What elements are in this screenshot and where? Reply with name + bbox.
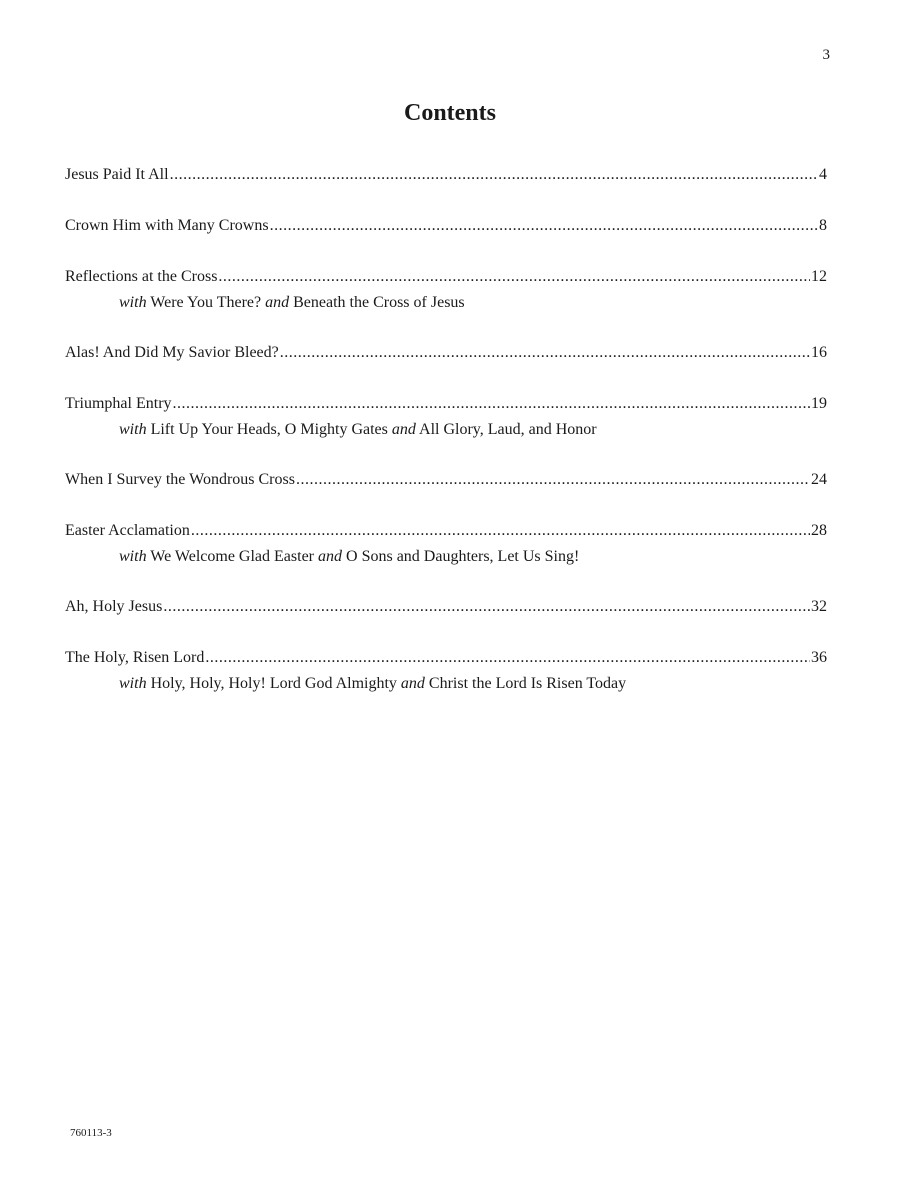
- toc-entry-page: 24: [811, 471, 827, 488]
- page-number: 3: [822, 47, 830, 63]
- dot-leader: [280, 341, 810, 365]
- and-word: and: [391, 421, 416, 438]
- dot-leader: [163, 595, 810, 619]
- dot-leader: [296, 468, 810, 492]
- toc-entry: [65, 468, 827, 492]
- toc-entry: [65, 392, 827, 442]
- toc-entry-page: 12: [811, 268, 827, 285]
- medley-title: Christ the Lord Is Risen Today: [428, 675, 627, 692]
- and-word: and: [318, 548, 343, 565]
- dot-leader: [270, 214, 818, 238]
- medley-title: Holy, Holy, Holy! Lord God Almighty: [150, 675, 397, 692]
- medley-title: Beneath the Cross of Jesus: [293, 294, 465, 311]
- toc-entry-page: 16: [811, 344, 827, 361]
- medley-title: All Glory, Laud, and Honor: [419, 421, 597, 438]
- toc-entry: [65, 595, 827, 619]
- and-word: and: [265, 294, 290, 311]
- dot-leader: [218, 265, 810, 289]
- medley-title: O Sons and Daughters, Let Us Sing!: [346, 548, 580, 565]
- toc-entry-title: The Holy, Risen Lord: [65, 649, 205, 666]
- toc-entry-title: Ah, Holy Jesus: [65, 598, 163, 615]
- toc-entry-page: 36: [811, 649, 827, 666]
- toc-entry-page: 8: [819, 217, 827, 234]
- dot-leader: [170, 163, 818, 187]
- toc-entry: [65, 341, 827, 365]
- toc-entry-page: 28: [811, 522, 827, 539]
- toc-entry-subtitle: [65, 545, 827, 569]
- toc-entry-title: Reflections at the Cross: [65, 268, 218, 285]
- page-title: Contents: [403, 100, 496, 126]
- catalog-code: 760113-3: [70, 1127, 112, 1139]
- toc-entry-subtitle: [65, 291, 827, 315]
- medley-title: Lift Up Your Heads, O Mighty Gates: [150, 421, 388, 438]
- toc-entry: [65, 265, 827, 315]
- toc-entry: [65, 646, 827, 696]
- dot-leader: [205, 646, 810, 670]
- with-word: with: [119, 421, 147, 438]
- toc-entry-page: 4: [819, 166, 827, 183]
- toc-entry-subtitle: [65, 418, 827, 442]
- toc-entry-title: When I Survey the Wondrous Cross: [65, 471, 295, 488]
- with-word: with: [119, 675, 147, 692]
- and-word: and: [400, 675, 425, 692]
- with-word: with: [119, 548, 147, 565]
- toc-entry-title: Alas! And Did My Savior Bleed?: [65, 344, 279, 361]
- toc-entry: [65, 163, 827, 187]
- toc-entry-title: Crown Him with Many Crowns: [65, 217, 269, 234]
- toc-entry-page: 19: [811, 395, 827, 412]
- toc-entry-title: Easter Acclamation: [65, 522, 190, 539]
- toc-entry-subtitle: [65, 672, 827, 696]
- toc-entry: [65, 519, 827, 569]
- medley-title: We Welcome Glad Easter: [150, 548, 315, 565]
- medley-title: Were You There?: [150, 294, 262, 311]
- toc-entry-page: 32: [811, 598, 827, 615]
- dot-leader: [191, 519, 810, 543]
- toc-entry-title: Triumphal Entry: [65, 395, 172, 412]
- with-word: with: [119, 294, 147, 311]
- toc-entry: [65, 214, 827, 238]
- dot-leader: [173, 392, 810, 416]
- toc-entry-title: Jesus Paid It All: [65, 166, 169, 183]
